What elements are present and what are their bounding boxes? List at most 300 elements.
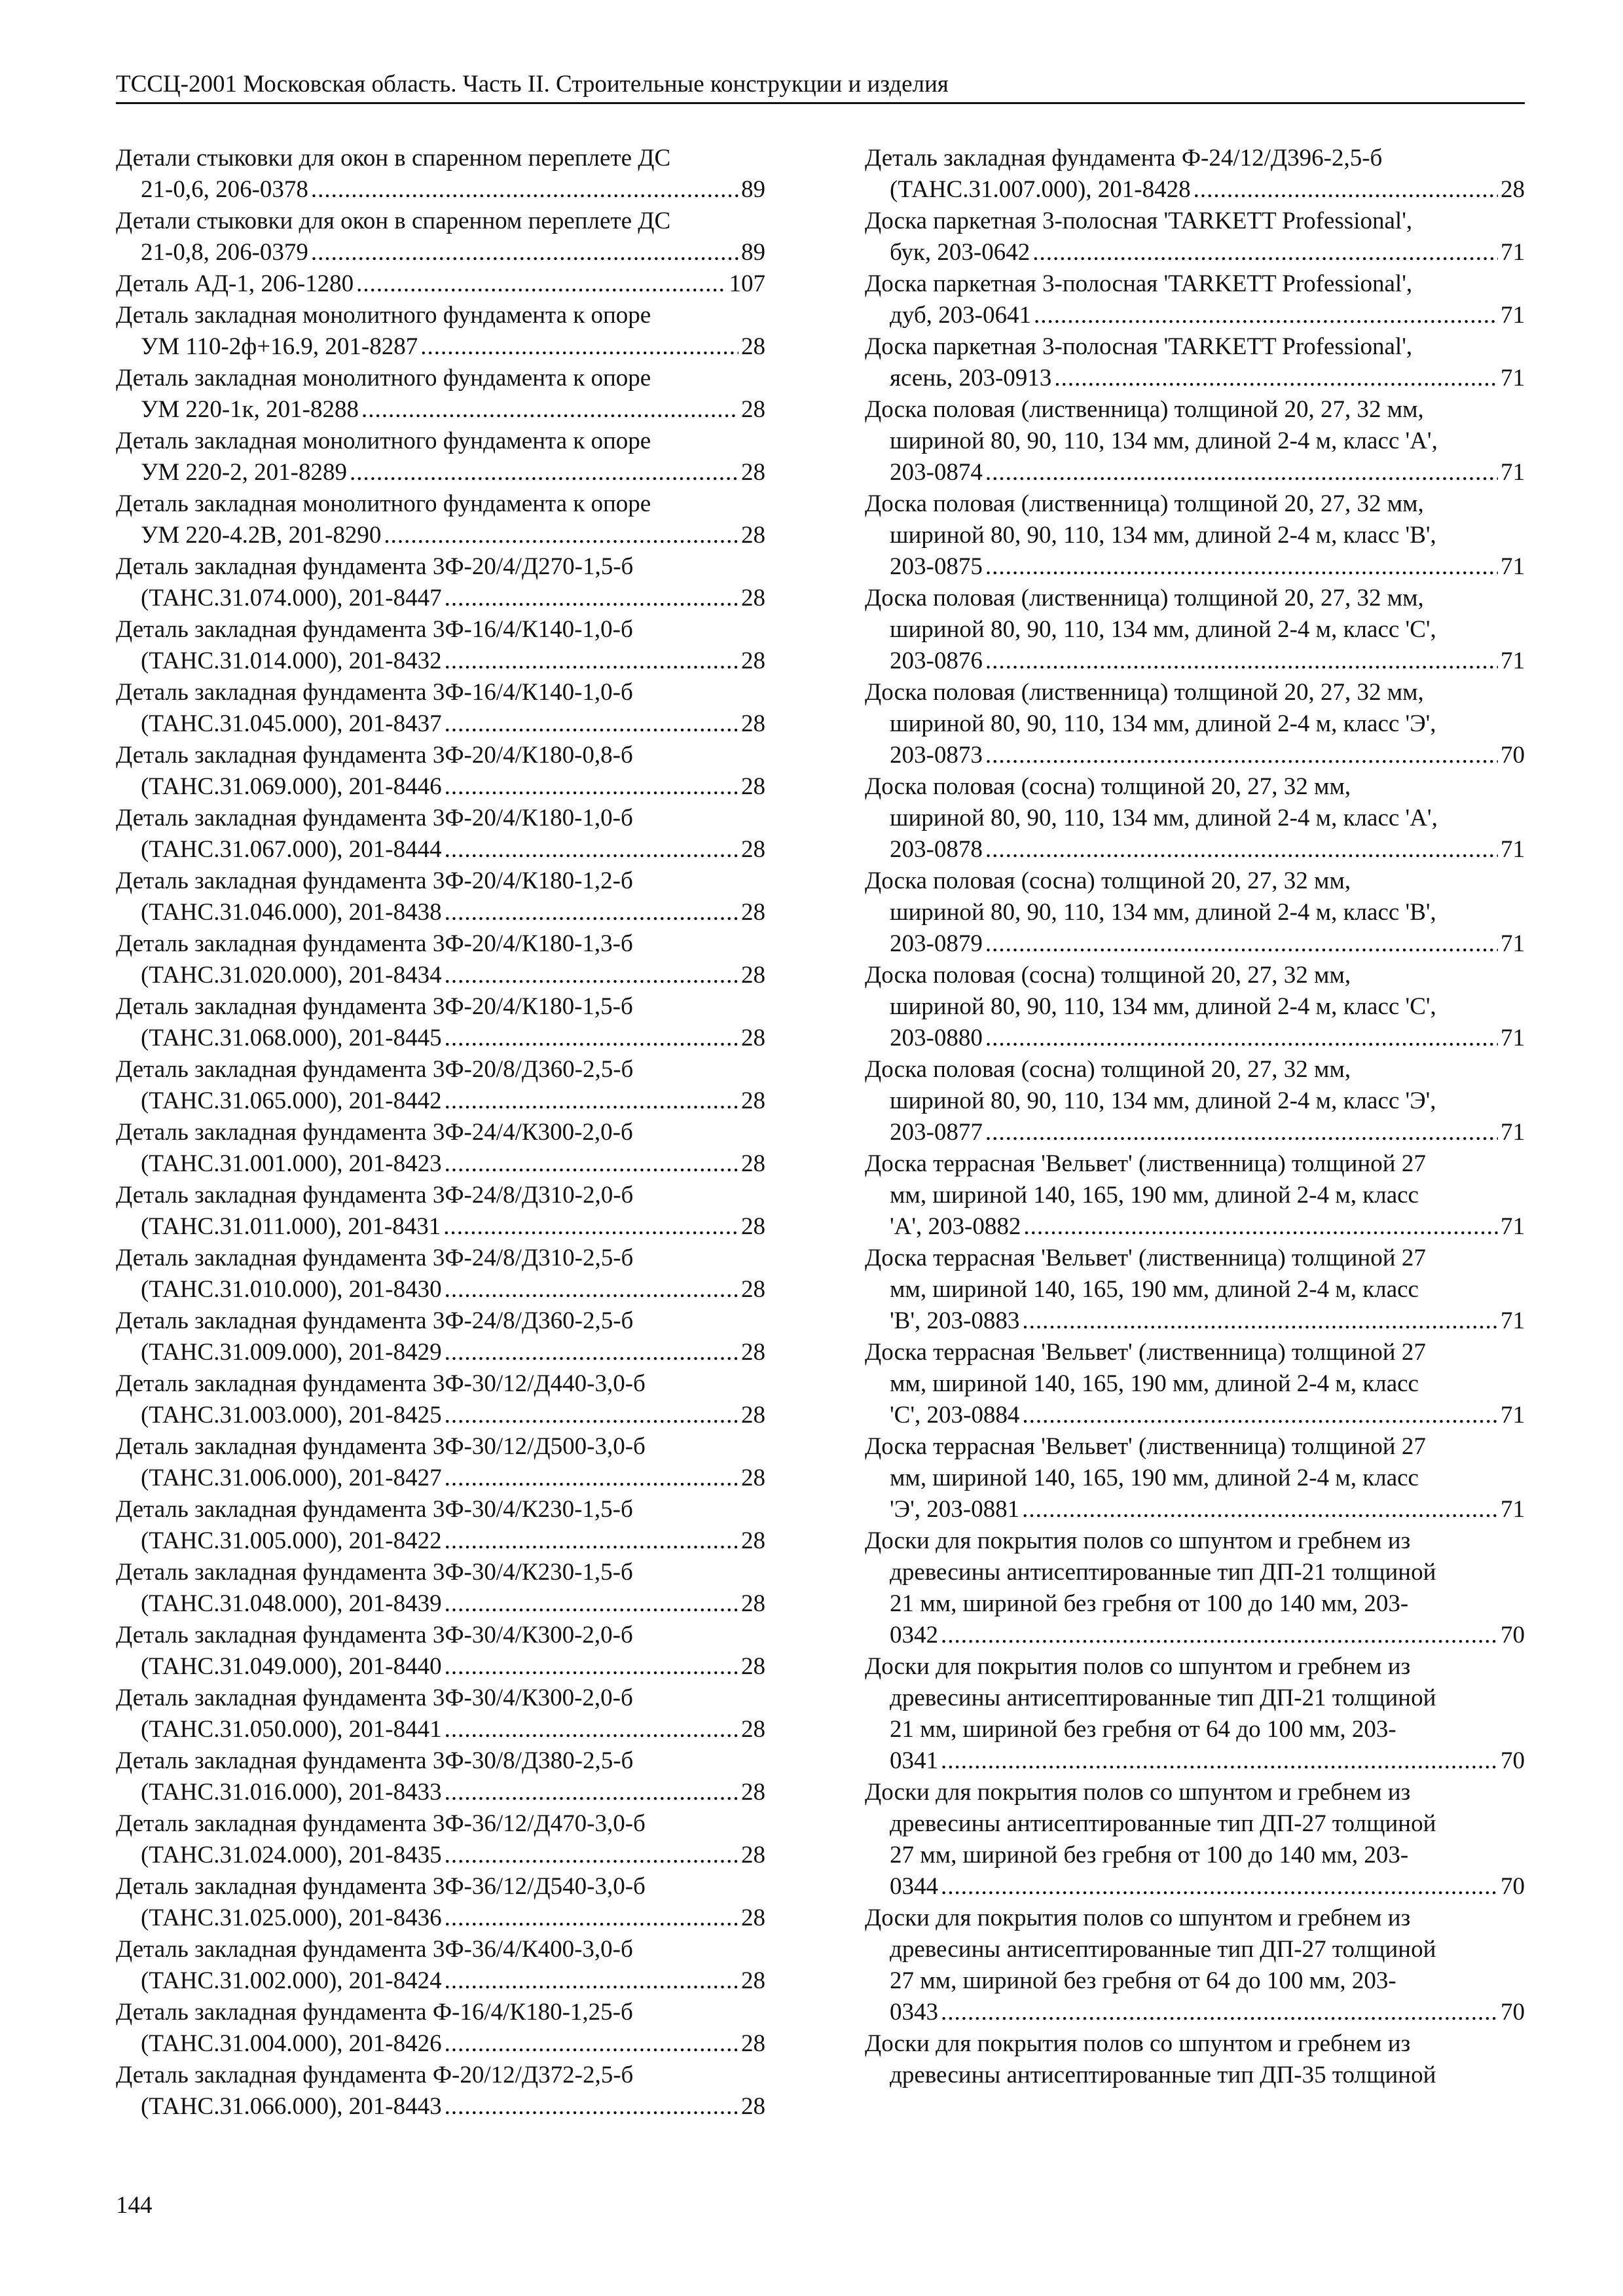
entry-last-line (116, 1085, 765, 1117)
entry-last-line (116, 174, 765, 206)
entry-page-ref: 28 (741, 1213, 765, 1240)
dot-leader (445, 2091, 739, 2123)
dot-leader (420, 331, 739, 363)
index-entry (116, 1871, 765, 1934)
entry-line: шириной 80, 90, 110, 134 мм, длиной 2-4 м, класс 'Э', (890, 710, 1436, 737)
entry-page-ref: 71 (1501, 836, 1525, 863)
entry-text: УМ 220-4.2В, 201-8290 (141, 522, 382, 549)
entry-line: Деталь закладная фундамента Ф-16/4/К180-1,25-б (116, 1999, 633, 2026)
entry-text: УМ 220-2, 201-8289 (141, 459, 347, 486)
dot-leader (445, 1274, 739, 1305)
entry-page-ref: 71 (1501, 1496, 1525, 1523)
entry-last-line (116, 708, 765, 740)
entry-last-line (116, 1211, 765, 1243)
index-entry (865, 331, 1525, 394)
entry-text: (ТАНС.31.045.000), 201-8437 (141, 710, 442, 737)
entry-line: Детали стыковки для окон в спаренном переплете ДС (116, 208, 671, 234)
entry-page-ref: 28 (741, 773, 765, 800)
entry-last-line (865, 928, 1525, 960)
entry-line: Деталь закладная фундамента 3Ф-20/4/К180-1,5-б (116, 993, 633, 1020)
entry-last-line (116, 1903, 765, 1934)
entry-text: (ТАНС.31.009.000), 201-8429 (141, 1339, 442, 1366)
index-entry (116, 363, 765, 426)
index-entry (116, 1305, 765, 1368)
entry-text: ясень, 203-0913 (890, 365, 1052, 392)
entry-text: 0341 (890, 1747, 938, 1774)
entry-line: Деталь закладная монолитного фундамента к опоре (116, 302, 651, 329)
entry-line: Деталь закладная фундамента Ф-20/12/Д372-2,5-б (116, 2062, 634, 2088)
entry-text: Деталь АД-1, 206-1280 (116, 270, 354, 297)
entry-page-ref: 28 (741, 459, 765, 486)
entry-line: Доска террасная 'Вельвет' (лиственница) толщиной 27 (865, 1150, 1426, 1177)
entry-last-line (865, 1745, 1525, 1777)
entry-page-ref: 28 (1501, 176, 1525, 203)
entry-page-ref: 28 (741, 1904, 765, 1931)
entry-page-ref: 28 (741, 1967, 765, 1994)
entry-page-ref: 71 (1501, 239, 1525, 266)
entry-page-ref: 28 (741, 1842, 765, 1868)
index-entry (116, 1557, 765, 1620)
entry-text: (ТАНС.31.006.000), 201-8427 (141, 1465, 442, 1491)
index-entry (116, 1934, 765, 1997)
dot-leader (445, 1714, 739, 1745)
entry-text: (ТАНС.31.065.000), 201-8442 (141, 1087, 442, 1114)
entry-page-ref: 28 (741, 1276, 765, 1303)
index-entry (116, 2060, 765, 2123)
dot-leader (1022, 1305, 1498, 1337)
entry-line: Доска паркетная 3-полосная 'TARKETT Professional', (865, 208, 1413, 234)
entry-last-line (116, 1651, 765, 1683)
entry-text: 203-0875 (890, 553, 983, 580)
entry-text: 'А', 203-0882 (890, 1213, 1021, 1240)
dot-leader (350, 457, 739, 488)
entry-text: (ТАНС.31.007.000), 201-8428 (890, 176, 1191, 203)
entry-text: бук, 203-0642 (890, 239, 1030, 266)
entry-text: 203-0880 (890, 1025, 983, 1051)
entry-text: (ТАНС.31.069.000), 201-8446 (141, 773, 442, 800)
entry-last-line (116, 1400, 765, 1431)
entry-line: Деталь закладная фундамента 3Ф-24/4/К300-2,0-б (116, 1119, 633, 1146)
dot-leader (445, 1651, 739, 1683)
entry-line: Деталь закладная фундамента 3Ф-36/12/Д540-3,0-б (116, 1873, 646, 1900)
dot-leader (941, 1745, 1498, 1777)
index-entry (865, 1651, 1525, 1777)
dot-leader (1194, 174, 1498, 206)
entry-line: 27 мм, шириной без гребня от 64 до 100 мм, 203- (890, 1967, 1396, 1994)
page-number: 144 (116, 2192, 153, 2219)
entry-line: Деталь закладная фундамента 3Ф-16/4/К140-1,0-б (116, 679, 633, 706)
entry-text: (ТАНС.31.025.000), 201-8436 (141, 1904, 442, 1931)
entry-line: Деталь закладная фундамента 3Ф-30/8/Д380-2,5-б (116, 1747, 634, 1774)
dot-leader (941, 1871, 1498, 1903)
entry-text: (ТАНС.31.066.000), 201-8443 (141, 2093, 442, 2120)
index-entry (116, 426, 765, 488)
entry-page-ref: 28 (741, 1339, 765, 1366)
entry-line: Деталь закладная фундамента 3Ф-20/4/Д270-1,5-б (116, 553, 634, 580)
entry-last-line (116, 2091, 765, 2123)
dot-leader (1054, 363, 1498, 394)
entry-line: Доска паркетная 3-полосная 'TARKETT Professional', (865, 333, 1413, 360)
index-entry (116, 1243, 765, 1305)
entry-line: мм, шириной 140, 165, 190 мм, длиной 2-4 м, класс (890, 1276, 1419, 1303)
entry-page-ref: 71 (1501, 1213, 1525, 1240)
dot-leader (445, 1903, 739, 1934)
dot-leader (445, 1525, 739, 1557)
entry-line: Доска террасная 'Вельвет' (лиственница) толщиной 27 (865, 1339, 1426, 1366)
entry-text: (ТАНС.31.049.000), 201-8440 (141, 1653, 442, 1680)
index-entry (865, 1148, 1525, 1243)
entry-line: шириной 80, 90, 110, 134 мм, длиной 2-4 м, класс 'В', (890, 899, 1436, 926)
entry-text: (ТАНС.31.004.000), 201-8426 (141, 2030, 442, 2057)
dot-leader (311, 174, 739, 206)
entry-page-ref: 70 (1501, 1747, 1525, 1774)
entry-page-ref: 28 (741, 1087, 765, 1114)
dot-leader (361, 394, 739, 426)
entry-text: (ТАНС.31.074.000), 201-8447 (141, 585, 442, 611)
index-entry (116, 928, 765, 991)
index-column-right (865, 143, 1525, 2091)
entry-page-ref: 28 (741, 1779, 765, 1806)
entry-text: 0342 (890, 1622, 938, 1649)
entry-line: Доска половая (лиственница) толщиной 20, 27, 32 мм, (865, 585, 1424, 611)
dot-leader (985, 834, 1498, 866)
entry-text: (ТАНС.31.020.000), 201-8434 (141, 962, 442, 989)
entry-text: 203-0877 (890, 1119, 983, 1146)
entry-last-line (116, 583, 765, 614)
entry-line: Деталь закладная фундамента 3Ф-20/8/Д360-2,5-б (116, 1056, 634, 1083)
entry-last-line (116, 1337, 765, 1368)
index-entry (865, 394, 1525, 488)
dot-leader (445, 1337, 739, 1368)
entry-line: Деталь закладная фундамента Ф-24/12/Д396-2,5-б (865, 145, 1383, 172)
entry-page-ref: 28 (741, 1716, 765, 1743)
entry-last-line (865, 1211, 1525, 1243)
index-column-left (116, 143, 765, 2123)
dot-leader (985, 646, 1498, 677)
entry-line: Доска половая (лиственница) толщиной 20, 27, 32 мм, (865, 396, 1424, 423)
index-entry (865, 1431, 1525, 1525)
entry-last-line (865, 740, 1525, 771)
entry-line: шириной 80, 90, 110, 134 мм, длиной 2-4 м, класс 'Э', (890, 1087, 1436, 1114)
entry-page-ref: 71 (1501, 365, 1525, 392)
index-entry (116, 1117, 765, 1180)
index-entry (116, 1808, 765, 1871)
entry-line: Деталь закладная фундамента 3Ф-30/4/К230-1,5-б (116, 1496, 633, 1523)
entry-last-line (865, 551, 1525, 583)
index-entry (116, 1494, 765, 1557)
entry-page-ref: 28 (741, 522, 765, 549)
entry-line: Доски для покрытия полов со шпунтом и гребнем из (865, 1779, 1411, 1806)
entry-line: Деталь закладная фундамента 3Ф-30/12/Д500-3,0-б (116, 1433, 646, 1460)
entry-line: Доска половая (сосна) толщиной 20, 27, 32 мм, (865, 773, 1351, 800)
entry-page-ref: 71 (1501, 1307, 1525, 1334)
entry-text: (ТАНС.31.016.000), 201-8433 (141, 1779, 442, 1806)
entry-last-line (116, 268, 765, 300)
dot-leader (985, 740, 1498, 771)
entry-text: (ТАНС.31.048.000), 201-8439 (141, 1590, 442, 1617)
index-entry (865, 677, 1525, 771)
entry-text: 203-0876 (890, 647, 983, 674)
entry-last-line (116, 1777, 765, 1808)
entry-text: (ТАНС.31.046.000), 201-8438 (141, 899, 442, 926)
entry-page-ref: 28 (741, 333, 765, 360)
dot-leader (1022, 1494, 1498, 1525)
entry-line: шириной 80, 90, 110, 134 мм, длиной 2-4 м, класс 'А', (890, 428, 1438, 454)
entry-page-ref: 28 (741, 899, 765, 926)
entry-line: шириной 80, 90, 110, 134 мм, длиной 2-4 м, класс 'В', (890, 522, 1436, 549)
entry-line: Доска террасная 'Вельвет' (лиственница) толщиной 27 (865, 1245, 1426, 1271)
entry-line: древесины антисептированные тип ДП-21 толщиной (890, 1559, 1436, 1586)
index-entry (865, 1525, 1525, 1651)
entry-text: 203-0873 (890, 742, 983, 769)
entry-text: дуб, 203-0641 (890, 302, 1031, 329)
entry-page-ref: 28 (741, 647, 765, 674)
entry-text: 203-0874 (890, 459, 983, 486)
entry-line: древесины антисептированные тип ДП-27 толщиной (890, 1936, 1436, 1963)
index-entry (116, 677, 765, 740)
entry-last-line (116, 1588, 765, 1620)
entry-page-ref: 89 (741, 176, 765, 203)
entry-line: Доска половая (лиственница) толщиной 20, 27, 32 мм, (865, 679, 1424, 706)
entry-text: 203-0878 (890, 836, 983, 863)
dot-leader (445, 1588, 739, 1620)
dot-leader (311, 237, 739, 268)
entry-page-ref: 28 (741, 1025, 765, 1051)
dot-leader (445, 1840, 739, 1871)
index-entry (116, 551, 765, 614)
entry-page-ref: 28 (741, 2093, 765, 2120)
dot-leader (445, 897, 739, 928)
entry-last-line (116, 394, 765, 426)
entry-last-line (865, 646, 1525, 677)
entry-line: 21 мм, шириной без гребня от 100 до 140 мм, 203- (890, 1590, 1409, 1617)
entry-line: древесины антисептированные тип ДП-21 толщиной (890, 1685, 1436, 1711)
entry-text: (ТАНС.31.001.000), 201-8423 (141, 1150, 442, 1177)
index-entry (116, 300, 765, 363)
entry-line: Деталь закладная монолитного фундамента к опоре (116, 490, 651, 517)
entry-line: Деталь закладная фундамента 3Ф-20/4/К180-0,8-б (116, 742, 633, 769)
index-entry (865, 206, 1525, 268)
entry-page-ref: 28 (741, 585, 765, 611)
dot-leader (443, 1211, 739, 1243)
index-entry (116, 1180, 765, 1243)
entry-page-ref: 28 (741, 1465, 765, 1491)
dot-leader (985, 551, 1498, 583)
entry-text: (ТАНС.31.005.000), 201-8422 (141, 1527, 442, 1554)
entry-line: Деталь закладная фундамента 3Ф-20/4/К180-1,3-б (116, 930, 633, 957)
index-entry (865, 866, 1525, 960)
entry-last-line (116, 1274, 765, 1305)
entry-text: 0344 (890, 1873, 938, 1900)
entry-page-ref: 71 (1501, 553, 1525, 580)
entry-page-ref: 28 (741, 1653, 765, 1680)
entry-line: Деталь закладная фундамента 3Ф-20/4/К180-1,0-б (116, 805, 633, 831)
entry-page-ref: 28 (741, 1150, 765, 1177)
entry-page-ref: 28 (741, 396, 765, 423)
entry-line: Доска террасная 'Вельвет' (лиственница) толщиной 27 (865, 1433, 1426, 1460)
entry-line: Деталь закладная фундамента 3Ф-36/4/К400-3,0-б (116, 1936, 633, 1963)
dot-leader (985, 457, 1498, 488)
entry-line: Доска половая (сосна) толщиной 20, 27, 32 мм, (865, 1056, 1351, 1083)
entry-line: Деталь закладная фундамента 3Ф-24/8/Д310-2,5-б (116, 1245, 634, 1271)
entry-page-ref: 28 (741, 2030, 765, 2057)
entry-last-line (865, 1871, 1525, 1903)
index-entry (116, 866, 765, 928)
entry-last-line (116, 2028, 765, 2060)
index-entry (116, 1997, 765, 2060)
entry-line: Доски для покрытия полов со шпунтом и гребнем из (865, 1653, 1411, 1680)
dot-leader (445, 1965, 739, 1997)
dot-leader (1023, 1211, 1498, 1243)
entry-line: Деталь закладная монолитного фундамента к опоре (116, 428, 651, 454)
dot-leader (985, 928, 1498, 960)
entry-last-line (865, 363, 1525, 394)
dot-leader (445, 583, 739, 614)
index-entry (116, 1431, 765, 1494)
entry-text: 203-0879 (890, 930, 983, 957)
entry-text: УМ 110-2ф+16.9, 201-8287 (141, 333, 418, 360)
dot-leader (445, 1777, 739, 1808)
entry-last-line (116, 1148, 765, 1180)
index-entry (865, 960, 1525, 1054)
entry-text: 21-0,8, 206-0379 (141, 239, 308, 266)
entry-text: 'В', 203-0883 (890, 1307, 1020, 1334)
dot-leader (985, 1023, 1498, 1054)
page-header: ТССЦ-2001 Московская область. Часть II. Строительные конструкции и изделия (116, 69, 1525, 104)
entry-last-line (116, 237, 765, 268)
entry-line: Деталь закладная монолитного фундамента к опоре (116, 365, 651, 392)
entry-last-line (116, 520, 765, 551)
dot-leader (445, 2028, 739, 2060)
index-entry (116, 1368, 765, 1431)
dot-leader (941, 1620, 1498, 1651)
entry-last-line (865, 1400, 1525, 1431)
entry-page-ref: 71 (1501, 1025, 1525, 1051)
dot-leader (445, 1148, 739, 1180)
entry-text: 'Э', 203-0881 (890, 1496, 1020, 1523)
entry-last-line (116, 1840, 765, 1871)
entry-last-line (865, 174, 1525, 206)
entry-line: Деталь закладная фундамента 3Ф-24/8/Д360-2,5-б (116, 1307, 634, 1334)
entry-line: Деталь закладная фундамента 3Ф-30/4/К300-2,0-б (116, 1622, 633, 1649)
entry-line: Деталь закладная фундамента 3Ф-20/4/К180-1,2-б (116, 867, 633, 894)
entry-last-line (116, 1023, 765, 1054)
entry-page-ref: 70 (1501, 742, 1525, 769)
index-entry (116, 803, 765, 866)
entry-page-ref: 70 (1501, 1622, 1525, 1649)
entry-line: мм, шириной 140, 165, 190 мм, длиной 2-4 м, класс (890, 1182, 1419, 1209)
entry-text: (ТАНС.31.011.000), 201-8431 (141, 1213, 441, 1240)
entry-last-line (865, 237, 1525, 268)
entry-line: Доски для покрытия полов со шпунтом и гребнем из (865, 1527, 1411, 1554)
entry-line: шириной 80, 90, 110, 134 мм, длиной 2-4 м, класс 'С', (890, 993, 1436, 1020)
entry-last-line (116, 897, 765, 928)
entry-last-line (116, 771, 765, 803)
index-entry (116, 614, 765, 677)
entry-page-ref: 28 (741, 1527, 765, 1554)
index-entry (116, 488, 765, 551)
dot-leader (445, 834, 739, 866)
entry-line: 21 мм, шириной без гребня от 64 до 100 мм, 203- (890, 1716, 1396, 1743)
entry-line: Доски для покрытия полов со шпунтом и гребнем из (865, 1904, 1411, 1931)
entry-last-line (116, 331, 765, 363)
dot-leader (1034, 300, 1498, 331)
index-entry (865, 1337, 1525, 1431)
entry-last-line (865, 834, 1525, 866)
index-entry (865, 268, 1525, 331)
entry-text: (ТАНС.31.002.000), 201-8424 (141, 1967, 442, 1994)
entry-line: Деталь закладная фундамента 3Ф-36/12/Д470-3,0-б (116, 1810, 646, 1837)
entry-last-line (865, 1620, 1525, 1651)
index-entry (865, 1777, 1525, 1903)
entry-last-line (865, 457, 1525, 488)
index-entry (116, 740, 765, 803)
entry-line: Доска половая (сосна) толщиной 20, 27, 32 мм, (865, 867, 1351, 894)
entry-page-ref: 71 (1501, 930, 1525, 957)
entry-last-line (116, 1525, 765, 1557)
entry-line: шириной 80, 90, 110, 134 мм, длиной 2-4 м, класс 'С', (890, 616, 1436, 643)
entry-line: 27 мм, шириной без гребня от 100 до 140 мм, 203- (890, 1842, 1409, 1868)
entry-page-ref: 70 (1501, 1873, 1525, 1900)
entry-last-line (116, 1463, 765, 1494)
entry-last-line (865, 1305, 1525, 1337)
entry-page-ref: 70 (1501, 1999, 1525, 2026)
entry-last-line (865, 1494, 1525, 1525)
entry-page-ref: 28 (741, 1590, 765, 1617)
entry-last-line (865, 300, 1525, 331)
entry-line: Деталь закладная фундамента 3Ф-24/8/Д310-2,0-б (116, 1182, 634, 1209)
dot-leader (384, 520, 739, 551)
entry-line: Деталь закладная фундамента 3Ф-30/4/К300-2,0-б (116, 1685, 633, 1711)
index-entry (116, 143, 765, 206)
entry-last-line (116, 960, 765, 991)
dot-leader (445, 1463, 739, 1494)
index-entry (865, 1243, 1525, 1337)
entry-page-ref: 71 (1501, 459, 1525, 486)
entry-page-ref: 71 (1501, 647, 1525, 674)
entry-line: мм, шириной 140, 165, 190 мм, длиной 2-4 м, класс (890, 1370, 1419, 1397)
entry-text: (ТАНС.31.003.000), 201-8425 (141, 1402, 442, 1429)
entry-text: (ТАНС.31.067.000), 201-8444 (141, 836, 442, 863)
entry-last-line (116, 834, 765, 866)
entry-text: (ТАНС.31.050.000), 201-8441 (141, 1716, 442, 1743)
entry-line: Деталь закладная фундамента 3Ф-30/4/К230-1,5-б (116, 1559, 633, 1586)
index-entry (865, 488, 1525, 583)
entry-text: (ТАНС.31.068.000), 201-8445 (141, 1025, 442, 1051)
entry-last-line (116, 1965, 765, 1997)
index-entry (116, 1620, 765, 1683)
dot-leader (445, 960, 739, 991)
index-entry (116, 1683, 765, 1745)
entry-last-line (116, 646, 765, 677)
entry-last-line (865, 1997, 1525, 2028)
dot-leader (1022, 1400, 1498, 1431)
entry-text: (ТАНС.31.014.000), 201-8432 (141, 647, 442, 674)
entry-text: (ТАНС.31.010.000), 201-8430 (141, 1276, 442, 1303)
entry-line: древесины антисептированные тип ДП-27 толщиной (890, 1810, 1436, 1837)
dot-leader (445, 771, 739, 803)
entry-text: 0343 (890, 1999, 938, 2026)
entry-page-ref: 71 (1501, 1402, 1525, 1429)
dot-leader (985, 1117, 1498, 1148)
entry-line: шириной 80, 90, 110, 134 мм, длиной 2-4 м, класс 'А', (890, 805, 1438, 831)
index-entry (865, 143, 1525, 206)
entry-page-ref: 28 (741, 1402, 765, 1429)
entry-last-line (865, 1117, 1525, 1148)
entry-last-line (865, 1023, 1525, 1054)
entry-text: 21-0,6, 206-0378 (141, 176, 308, 203)
entry-line: Детали стыковки для окон в спаренном переплете ДС (116, 145, 671, 172)
